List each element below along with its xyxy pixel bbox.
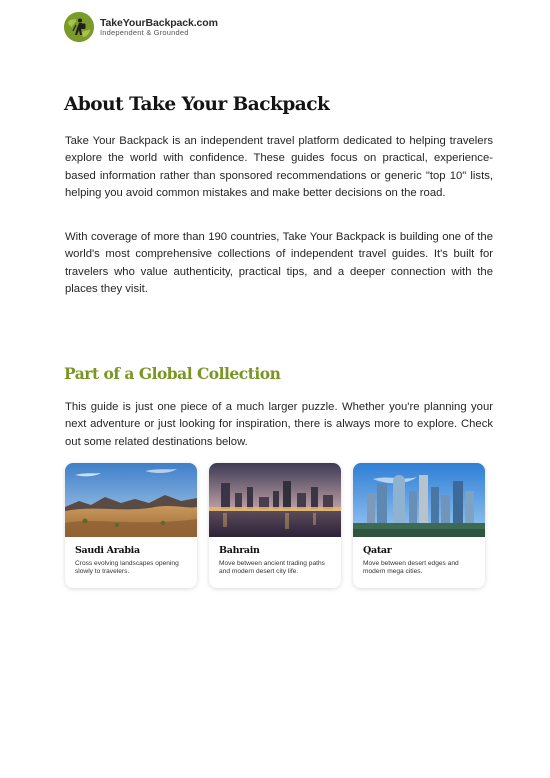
- qatar-skyline-image: [353, 463, 485, 537]
- saudi-arabia-desert-image: [65, 463, 197, 537]
- collection-title: Part of a Global Collection: [64, 364, 281, 383]
- about-paragraph-2: With coverage of more than 190 countries, Take Your Backpack is building one of the world's most comprehensive collections of independent travel guides. It's built for travelers who value authenticity, practical tips, and a deeper connection with the places they visit.: [65, 231, 493, 295]
- brand: [100, 18, 218, 37]
- collection-paragraph: This guide is just one piece of a much larger puzzle. Whether you're planning your next adventure or just looking for inspiration, there is always more to explore. Check out some related destinations below.: [65, 401, 493, 448]
- about-title: About Take Your Backpack: [64, 94, 330, 115]
- brand-name[interactable]: TakeYourBackpack.com: [100, 16, 218, 29]
- destination-card-qatar[interactable]: [353, 463, 485, 588]
- brand-tagline: Independent & Grounded: [100, 28, 189, 37]
- bahrain-skyline-image: [209, 463, 341, 537]
- card-description: Move between ancient trading paths and modern desert city life.: [219, 560, 325, 576]
- card-description: Cross evolving landscapes opening slowly to travelers.: [75, 560, 179, 576]
- destination-cards: [65, 463, 485, 588]
- about-paragraph-1: Take Your Backpack is an independent travel platform dedicated to helping travelers explore the world with confidence. These guides focus on practical, experience-based information rather than sponsored recommendations or generic "top 10" lists, helping you avoid common mistakes and make better decisions on the road.: [65, 135, 493, 199]
- destination-card-saudi-arabia[interactable]: [65, 463, 197, 588]
- card-title: Saudi Arabia: [75, 545, 140, 556]
- globe-backpacker-icon[interactable]: [64, 12, 94, 42]
- card-description: Move between desert edges and modern mega cities.: [363, 560, 459, 576]
- card-title: Qatar: [363, 545, 392, 556]
- card-title: Bahrain: [219, 545, 260, 556]
- site-header: [64, 12, 218, 42]
- destination-card-bahrain[interactable]: [209, 463, 341, 588]
